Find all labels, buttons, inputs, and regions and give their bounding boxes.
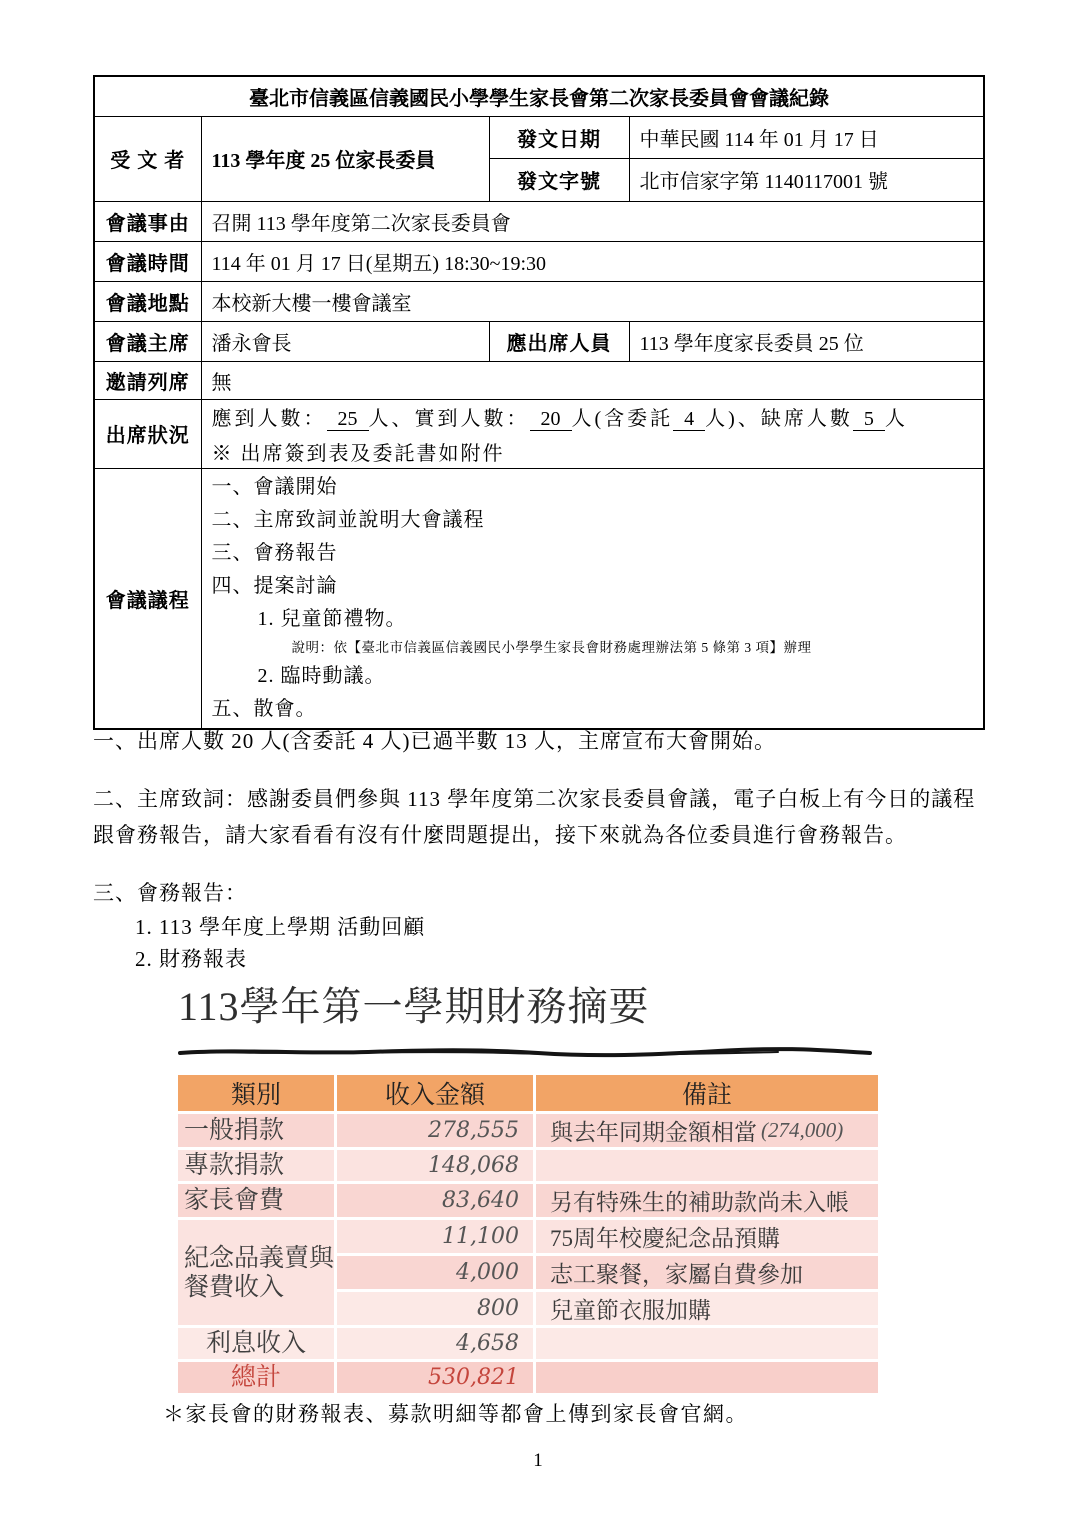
attendance-note: ※ 出席簽到表及委託書如附件	[211, 442, 505, 465]
note-text: 與去年同期金額相當	[550, 1120, 757, 1145]
attendance-seg: 人(含委託	[571, 407, 674, 430]
attendance-seg: 人、實到人數：	[368, 407, 530, 430]
expected-attendees-label: 應出席人員	[489, 321, 629, 361]
page-number: 1	[533, 1450, 543, 1471]
hand-drawn-divider-line	[178, 1046, 872, 1058]
attendance-proxy-count: 4	[673, 408, 705, 431]
attendance-seg: 應到人數：	[211, 407, 327, 430]
doc-number-value: 北市信家字第 1140117001 號	[629, 158, 984, 201]
financial-row-amount: 148,068	[337, 1150, 533, 1181]
financial-row-note: 75周年校慶紀念品預購	[536, 1220, 878, 1253]
attendance-status-value	[201, 399, 984, 468]
agenda-label: 會議議程	[94, 468, 201, 729]
financial-total-note	[536, 1362, 878, 1393]
financial-total-label: 總計	[178, 1362, 334, 1393]
financial-row-category-merged: 紀念品義賣與餐費收入	[178, 1220, 334, 1325]
meeting-record-table	[93, 75, 985, 730]
financial-row-amount: 800	[337, 1292, 533, 1325]
footnote: ＊家長會的財務報表、募款明細等都會上傳到家長會官網。	[163, 1402, 748, 1426]
financial-summary-section	[178, 975, 875, 1393]
financial-row-amount: 83,640	[337, 1184, 533, 1217]
agenda-item-4: 四、提案討論	[211, 574, 338, 597]
financial-row-note	[536, 1328, 878, 1359]
document-title: 臺北市信義區信義國民小學學生家長會第二次家長委員會會議紀錄	[94, 76, 984, 116]
agenda-item-2: 二、主席致詞並說明大會議程	[211, 508, 485, 531]
report-item-1: 1. 113 學年度上學期 活動回顧	[135, 915, 426, 939]
financial-row-category: 專款捐款	[178, 1150, 334, 1181]
chair-value: 潘永會長	[201, 321, 489, 361]
financial-row-note	[536, 1150, 878, 1181]
agenda-cell	[201, 468, 984, 729]
agenda-item-3: 三、會務報告	[211, 541, 338, 564]
time-label: 會議時間	[94, 241, 201, 281]
subject-value: 召開 113 學年度第二次家長委員會	[201, 201, 984, 241]
location-value: 本校新大樓一樓會議室	[201, 281, 984, 321]
financial-row-amount: 11,100	[337, 1220, 533, 1253]
report-item-2: 2. 財務報表	[135, 947, 247, 971]
attendance-expected-count: 25	[327, 408, 369, 431]
financial-header-note: 備註	[536, 1075, 878, 1111]
agenda-item-5: 五、散會。	[211, 697, 317, 720]
financial-table	[178, 1075, 875, 1393]
financial-row-note: 兒童節衣服加購	[536, 1292, 878, 1325]
agenda-item-4-sub-1: 1. 兒童節禮物。	[257, 607, 407, 630]
attendance-absent-count: 5	[853, 408, 885, 431]
attendance-status-label: 出席狀況	[94, 399, 201, 468]
attendance-counts	[212, 402, 974, 431]
invited-value: 無	[201, 361, 984, 399]
issue-date-label: 發文日期	[489, 116, 629, 158]
time-value: 114 年 01 月 17 日(星期五) 18:30~19:30	[201, 241, 984, 281]
financial-header-amount: 收入金額	[337, 1075, 533, 1111]
financial-row-note: 志工聚餐，家屬自費參加	[536, 1256, 878, 1289]
financial-row-category: 一般捐款	[178, 1114, 334, 1147]
recipient-label: 受 文 者	[94, 116, 201, 201]
agenda-item-1: 一、會議開始	[211, 475, 338, 498]
financial-header-category: 類別	[178, 1075, 334, 1111]
financial-row-category: 利息收入	[178, 1328, 334, 1359]
agenda-item-4-sub-2: 2. 臨時動議。	[257, 664, 386, 687]
financial-row-amount: 4,000	[337, 1256, 533, 1289]
invited-label: 邀請列席	[94, 361, 201, 399]
attendance-seg: 人)、缺席人數	[705, 407, 853, 430]
minutes-body	[93, 723, 995, 975]
financial-total-amount: 530,821	[337, 1362, 533, 1393]
financial-row-note: 另有特殊生的補助款尚未入帳	[536, 1184, 878, 1217]
attendance-seg: 人	[884, 407, 908, 430]
financial-summary-title: 113學年第一學期財務摘要	[178, 984, 650, 1029]
financial-row-amount: 4,658	[337, 1328, 533, 1359]
expected-attendees-value: 113 學年度家長委員 25 位	[629, 321, 984, 361]
agenda-item-4-note: 說明：依【臺北市信義區信義國民小學學生家長會財務處理辦法第 5 條第 3 項】辦理	[291, 639, 812, 655]
minutes-paragraph-2: 二、主席致詞：感謝委員們參與 113 學年度第二次家長委員會議，電子白板上有今日的議程跟會務報告，請大家看看有沒有什麼問題提出，接下來就為各位委員進行會務報告。	[93, 787, 976, 847]
note-number: (274,000)	[761, 1118, 844, 1142]
subject-label: 會議事由	[94, 201, 201, 241]
financial-row-note	[536, 1114, 878, 1147]
financial-row-amount: 278,555	[337, 1114, 533, 1147]
financial-row-category: 家長會費	[178, 1184, 334, 1217]
recipient-value: 113 學年度 25 位家長委員	[201, 116, 489, 201]
attendance-actual-count: 20	[530, 408, 572, 431]
location-label: 會議地點	[94, 281, 201, 321]
chair-label: 會議主席	[94, 321, 201, 361]
minutes-paragraph-1: 一、出席人數 20 人(含委託 4 人)已過半數 13 人，主席宣布大會開始。	[93, 729, 776, 753]
issue-date-value: 中華民國 114 年 01 月 17 日	[629, 116, 984, 158]
minutes-paragraph-3: 三、會務報告：	[93, 881, 247, 905]
doc-number-label: 發文字號	[489, 158, 629, 201]
